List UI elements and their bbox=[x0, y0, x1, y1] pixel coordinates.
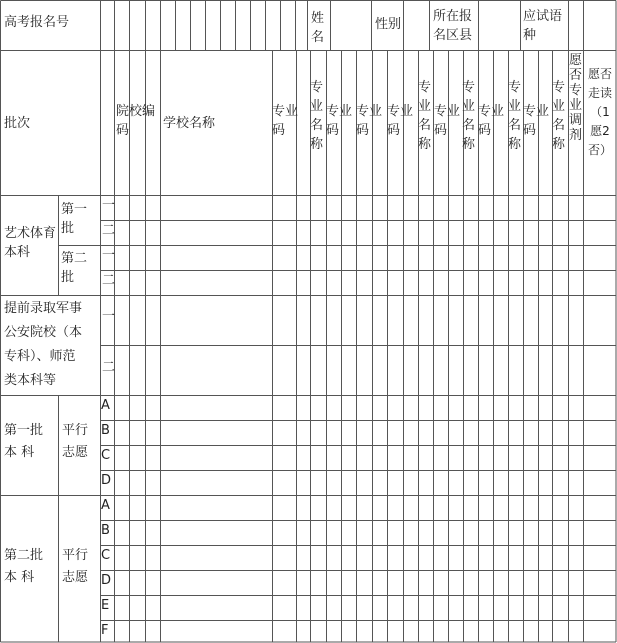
row-mark: 二 bbox=[102, 223, 116, 238]
major-code-label: 专业 码 bbox=[478, 104, 505, 138]
row-mark: D bbox=[101, 573, 112, 588]
major-name-label: 专 业 名 称 bbox=[508, 80, 522, 152]
major-name-label: 专 业 名 称 bbox=[418, 80, 432, 152]
batch2-type: 平行 志愿 bbox=[62, 548, 89, 585]
adjust-label: 愿否专业调剂 bbox=[569, 53, 583, 143]
school-code-label: 院校编 码 bbox=[116, 104, 156, 138]
art-pe-label: 艺术体育 本科 bbox=[4, 226, 57, 260]
row-mark: B bbox=[101, 523, 110, 538]
major-name-label: 专 业 名 称 bbox=[552, 80, 566, 152]
major-code-label: 专业 码 bbox=[387, 104, 414, 138]
gender-label: 性别 bbox=[375, 17, 402, 32]
batch1-type: 平行 志愿 bbox=[62, 423, 89, 460]
major-code-label: 专业 码 bbox=[523, 104, 550, 138]
row-mark: 二 bbox=[102, 360, 116, 375]
school-name-label: 学校名称 bbox=[163, 116, 216, 131]
batch2-label: 第二批 本 科 bbox=[4, 548, 44, 585]
major-name-label: 专 业 名 称 bbox=[310, 80, 324, 152]
language-label: 应试语 种 bbox=[523, 9, 563, 43]
row-mark: D bbox=[101, 473, 112, 488]
batch-label: 批次 bbox=[4, 116, 31, 131]
row-mark: C bbox=[101, 548, 111, 563]
major-code-label: 专业 码 bbox=[434, 104, 461, 138]
row-mark: F bbox=[101, 623, 109, 638]
row-mark: A bbox=[101, 398, 110, 413]
row-mark: 一 bbox=[102, 248, 116, 263]
row-mark: A bbox=[101, 498, 110, 513]
row-mark: 一 bbox=[102, 309, 116, 324]
name-label: 姓 名 bbox=[311, 11, 325, 45]
row-mark: E bbox=[101, 598, 110, 613]
major-code-label: 专业 码 bbox=[326, 104, 353, 138]
art-pe-second-batch: 第二 批 bbox=[61, 251, 88, 285]
row-mark: 一 bbox=[102, 198, 116, 213]
early-admission-label: 提前录取军事 公安院校（本 专科）、师范 类本科等 bbox=[4, 301, 83, 388]
major-code-label: 专业 码 bbox=[356, 104, 383, 138]
row-mark: B bbox=[101, 423, 110, 438]
row-mark: 二 bbox=[102, 273, 116, 288]
major-code-label: 专业 码 bbox=[272, 104, 299, 138]
exam-number-label: 高考报名号 bbox=[4, 15, 70, 30]
row-mark: C bbox=[101, 448, 111, 463]
batch1-label: 第一批 本 科 bbox=[4, 423, 44, 460]
willing-label: 愿否 走读 （1 愿2 否） bbox=[587, 67, 612, 157]
major-name-label: 专 业 名 称 bbox=[462, 80, 476, 152]
art-pe-first-batch: 第一 批 bbox=[61, 202, 88, 236]
county-label: 所在报 名区县 bbox=[433, 9, 473, 43]
